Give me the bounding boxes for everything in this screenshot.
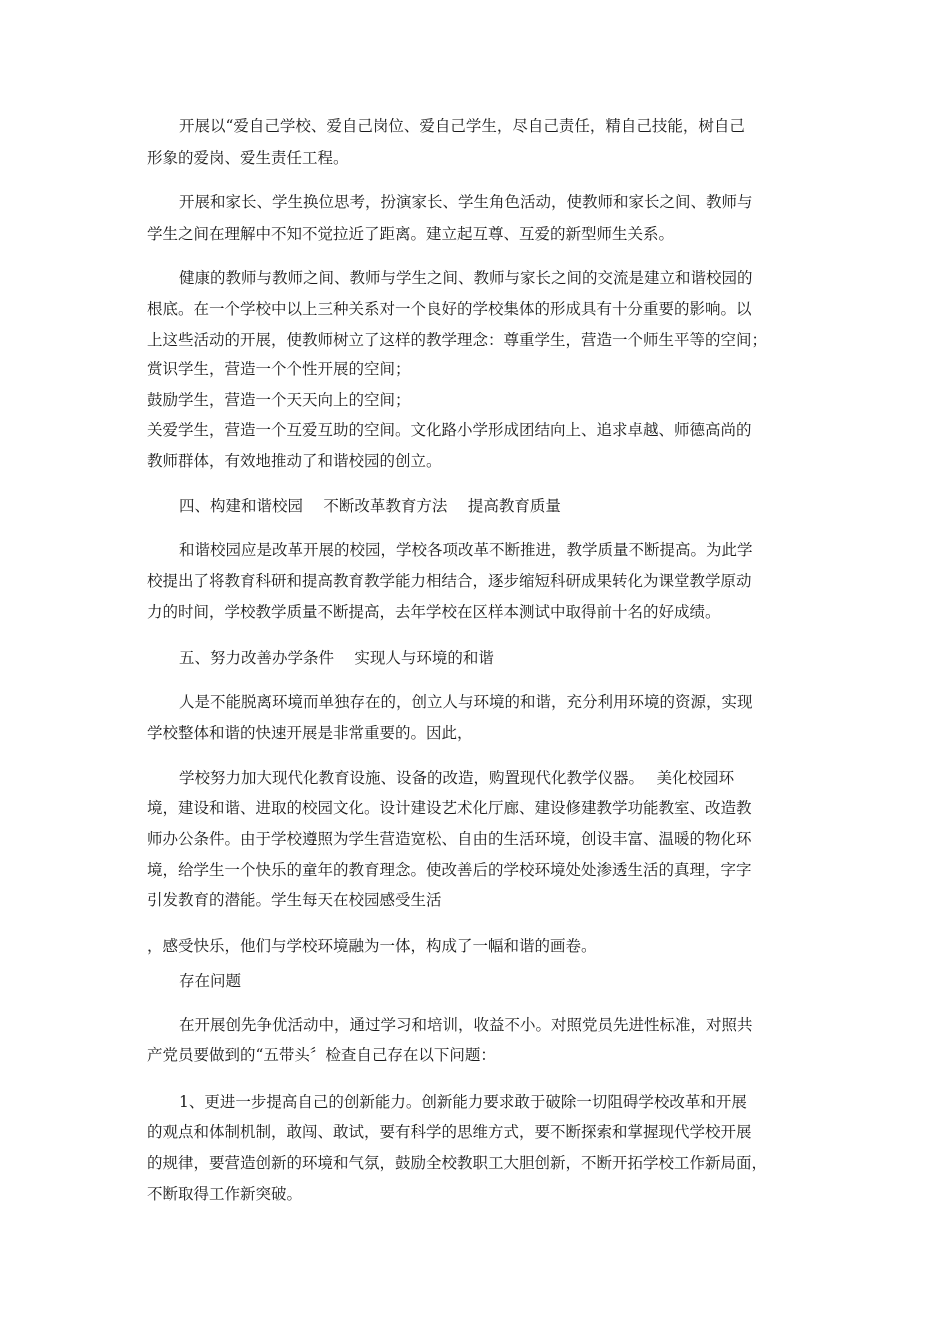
paragraph-3-line-2: 根底。在一个学校中以上三种关系对一个良好的学校集体的形成具有十分重要的影响。以 (147, 300, 752, 318)
paragraph-3-line-1: 健康的教师与教师之间、教师与学生之间、教师与家长之间的交流是建立和谐校园的 (179, 269, 753, 287)
paragraph-12-line-1: 1、更进一步提高自己的创新能力。创新能力要求敢于破除一切阻碍学校改革和开展 (179, 1093, 747, 1111)
paragraph-5-line-3: 力的时间，学校教学质量不断提高，去年学校在区样本测试中取得前十名的好成绩。 (147, 603, 721, 621)
paragraph-12-line-3: 的规律，要营造创新的环境和气氛，鼓励全校教职工大胆创新，不断开拓学校工作新局面， (147, 1154, 768, 1172)
paragraph-5-line-2: 校提出了将教育科研和提高教育教学能力相结合，逐步缩短科研成果转化为课堂教学原动 (147, 572, 752, 590)
paragraph-3-line-6: 关爱学生，营造一个互爱互助的空间。文化路小学形成团结向上、追求卓越、师德高尚的 (147, 421, 752, 439)
paragraph-9-line-1: ，感受快乐，他们与学校环境融为一体，构成了一幅和谐的画卷。 (147, 937, 597, 955)
paragraph-11-line-2: 产党员要做到的“五带头〞检查自己存在以下问题： (147, 1046, 496, 1064)
paragraph-8-line-1: 学校努力加大现代化教育设施、设备的改造，购置现代化教学仪器。 美化校园环 (179, 769, 735, 787)
paragraph-5-line-1: 和谐校园应是改革开展的校园，学校各项改革不断推进，教学质量不断提高。为此学 (179, 541, 753, 559)
paragraph-8-line-4: 境，给学生一个快乐的童年的教育理念。使改善后的学校环境处处渗透生活的真理，字字 (147, 861, 752, 879)
paragraph-11-line-1: 在开展创先争优活动中，通过学习和培训，收益不小。对照党员先进性标准，对照共 (179, 1016, 753, 1034)
paragraph-3-line-4: 赏识学生，营造一个个性开展的空间； (147, 360, 411, 378)
paragraph-12-line-2: 的观点和体制机制，敢闯、敢试，要有科学的思维方式，要不断探索和掌握现代学校开展 (147, 1123, 752, 1141)
paragraph-8-line-3: 师办公条件。由于学校遵照为学生营造宽松、自由的生活环境，创设丰富、温暖的物化环 (147, 830, 752, 848)
paragraph-2-line-2: 学生之间在理解中不知不觉拉近了距离。建立起互尊、互爱的新型师生关系。 (147, 225, 675, 243)
paragraph-3-line-7: 教师群体，有效地推动了和谐校园的创立。 (147, 452, 442, 470)
paragraph-7-line-2: 学校整体和谐的快速开展是非常重要的。因此， (147, 724, 473, 742)
paragraph-8-line-2: 境，建设和谐、进取的校园文化。设计建设艺术化厅廊、建设修建教学功能教室、改造教 (147, 799, 752, 817)
paragraph-3-line-3: 上这些活动的开展，使教师树立了这样的教学理念：尊重学生，营造一个师生平等的空间； (147, 331, 768, 349)
paragraph-7-line-1: 人是不能脱离环境而单独存在的，创立人与环境的和谐，充分利用环境的资源，实现 (179, 693, 753, 711)
paragraph-1-line-2: 形象的爱岗、爱生责任工程。 (147, 149, 349, 167)
paragraph-8-line-5: 引发教育的潜能。学生每天在校园感受生活 (147, 891, 442, 909)
section-heading-5: 五、努力改善办学条件 实现人与环境的和谐 (179, 649, 494, 667)
paragraph-1-line-1: 开展以“爱自己学校、爱自己岗位、爱自己学生，尽自己责任，精自己技能，树自己 (179, 117, 745, 135)
paragraph-3-line-5: 鼓励学生，营造一个天天向上的空间； (147, 391, 411, 409)
paragraph-2-line-1: 开展和家长、学生换位思考，扮演家长、学生角色活动，使教师和家长之间、教师与 (179, 193, 753, 211)
section-heading-4: 四、构建和谐校园 不断改革教育方法 提高教育质量 (179, 497, 561, 515)
paragraph-12-line-4: 不断取得工作新突破。 (147, 1185, 303, 1203)
section-heading-issues: 存在问题 (179, 972, 242, 990)
